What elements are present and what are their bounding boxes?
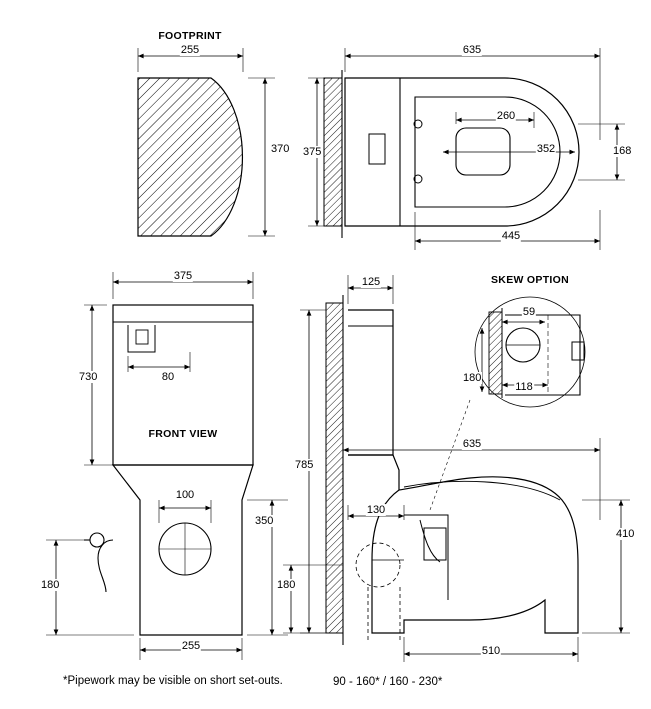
dim-plan-seat-rear-width: 168 — [613, 145, 632, 157]
footprint-view — [138, 48, 275, 236]
dim-side-trap-offset: 130 — [366, 504, 386, 516]
side-view — [283, 275, 630, 662]
dim-front-cistern-width: 375 — [173, 270, 193, 282]
dim-skew-top: 59 — [522, 306, 536, 318]
skew-option-detail — [430, 297, 585, 510]
dim-plan-bowl-length: 445 — [501, 230, 521, 242]
front-view — [46, 272, 288, 660]
dim-plan-bowl-opening-length: 260 — [496, 110, 516, 122]
dim-side-overall-length: 635 — [462, 438, 482, 450]
footprint-title: FOOTPRINT — [158, 30, 222, 42]
dim-front-flush-circle: 100 — [175, 489, 195, 501]
dim-side-waste-height: 180 — [277, 579, 296, 591]
dim-side-cistern-depth: 125 — [361, 276, 381, 288]
footnote-pipework: *Pipework may be visible on short set-outs. — [63, 675, 283, 687]
dim-front-base-width: 255 — [181, 640, 201, 652]
dim-plan-cistern-width: 375 — [303, 146, 322, 158]
dim-side-pan-height: 410 — [616, 528, 635, 540]
dim-footprint-width: 255 — [180, 44, 200, 56]
dim-skew-height: 180 — [463, 372, 482, 384]
setout-options-label: 90 - 160* / 160 - 230* — [333, 676, 443, 688]
dim-plan-bowl-opening-width: 352 — [536, 143, 556, 155]
dim-side-pan-length: 510 — [481, 645, 501, 657]
dim-plan-overall-length: 635 — [462, 44, 482, 56]
skew-option-title: SKEW OPTION — [491, 274, 569, 286]
dim-side-total-height: 785 — [295, 459, 314, 471]
dim-front-pan-height: 350 — [255, 515, 274, 527]
dim-skew-offset: 118 — [515, 381, 533, 393]
front-view-title: FRONT VIEW — [148, 428, 218, 440]
plan-view — [308, 48, 625, 250]
dim-front-button-width: 80 — [161, 371, 175, 383]
dim-footprint-depth: 370 — [271, 143, 290, 155]
dim-front-inlet-height: 180 — [41, 579, 60, 591]
dim-front-total-height: 730 — [79, 371, 98, 383]
